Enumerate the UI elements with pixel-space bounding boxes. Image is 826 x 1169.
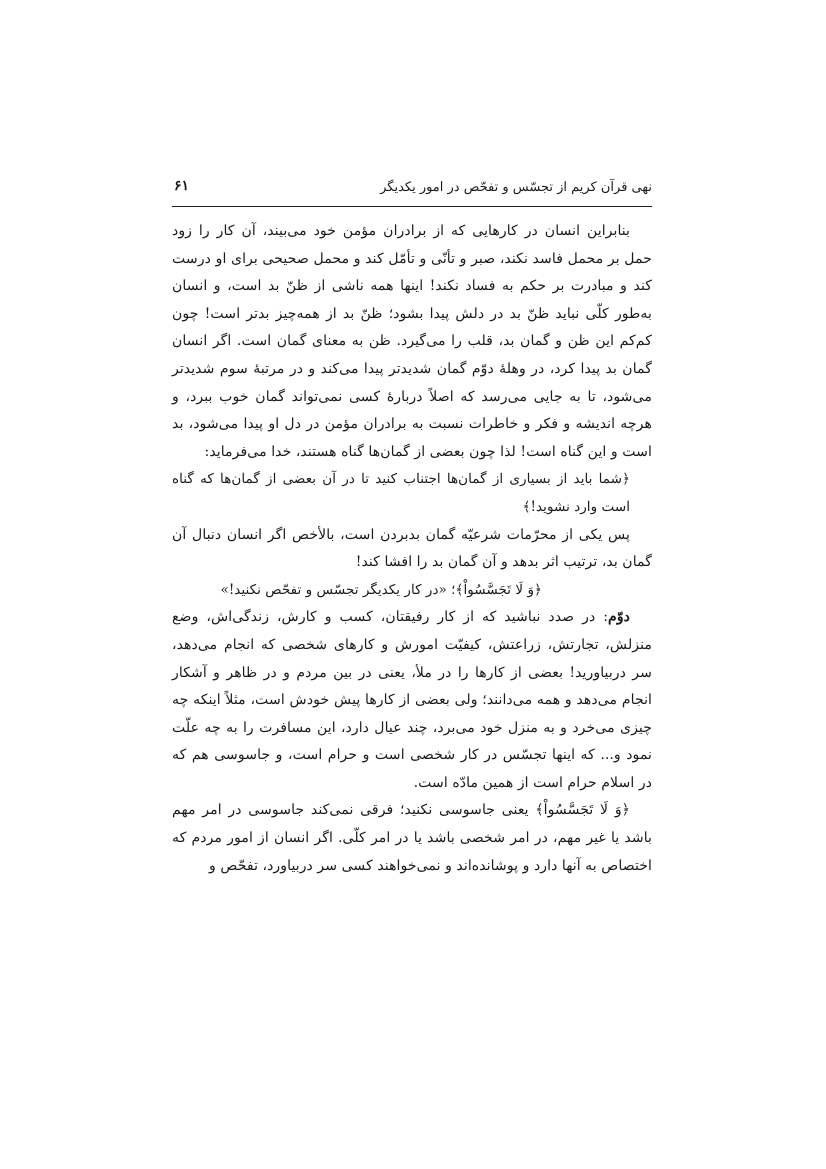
verse-line: ﴿وَ لَا تَجَسَّسُواْ﴾؛ «در کار یکدیگر تجسّس و تفحّص نکنید!» <box>220 581 542 598</box>
running-header <box>172 178 652 207</box>
body-text <box>172 218 652 880</box>
paragraph-1: بنابراین انسان در کارهایی که از برادران مؤمن خود می‌بیند، آن کار را زود حمل بر محمل فاسد نکند، صبر و تأنّی و تأمّل کند و محمل صحیحی برای او درست کند و مبادرت بر حکم به فساد نکند! اینها همه ناشی از ظنّ بد است، و انسان به‌طور کلّی نباید ظنّ بد در دلش پیدا بشود؛ ظنّ بد از همه‌چیز بدتر است! چون کم‌کم این ظن و گمان بد، قلب را می‌گیرد. ظن به معنای گمان است. اگر انسان گمان بد پیدا کرد، در وهلهٔ دوّم گمان شدیدتر پیدا می‌کند و در مرتبهٔ سوم شدیدتر می‌شود، تا به جایی می‌رسد که اصلاً دربارهٔ کسی نمی‌تواند گمان خوب ببرد، و هرچه اندیشه و فکر و خاطرات نسبت به برادران مؤمن در دل او پیدا می‌شود، بد است و این گناه است! لذا چون بعضی از گمان‌ها گناه هستند، خدا می‌فرماید: <box>172 223 652 460</box>
header-title: نهی قرآن کریم از تجسّس و تفحّص در امور یکدیگر <box>380 180 652 195</box>
paragraph-3 <box>172 604 652 797</box>
page-number: ۶۱ <box>174 178 190 194</box>
paragraph-4: ﴿وَ لَا تَجَسَّسُواْ﴾ یعنی جاسوسی نکنید؛ فرقی نمی‌کند جاسوسی در امر مهم باشد یا غیر مهم، در امر شخصی باشد یا در امر کلّی. اگر انسان از امور مردم که اختصاص به آنها دارد و پوشانده‌اند و نمی‌خواهند کسی سر دربیاورد، تفحّص و <box>172 802 652 874</box>
quote-block: ﴿شما باید از بسیاری از گمان‌ها اجتناب کنید تا در آن بعضی از گمان‌ها که گناه است وارد نشوید!﴾ <box>172 471 630 515</box>
paragraph-3-lead: دوّم <box>608 609 630 626</box>
paragraph-2: پس یکی از محرّمات شرعیّه گمان بدبردن است، بالأخص اگر انسان دنبال آن گمان بد، ترتیب اثر بدهد و آن گمان بد را افشا کند! <box>172 526 652 571</box>
paragraph-3-text: : در صدد نباشید که از کار رفیقتان، کسب و کارش، زندگی‌اش، وضع منزلش، تجارتش، زراعتش، کیفیّت امورش و کارهای شخصی که انجام می‌دهد، سر دربیاورید! بعضی از کارها را در ملأ، یعنی در بین مردم و در ظاهر و آشکار انجام می‌دهد و همه می‌دانند؛ ولی بعضی از کارها پیش خودش است، مثلاً اینکه چه چیزی می‌خرد و به منزل خود می‌برد، چند عیال دارد، این مسافرت را به چه علّت نمود و... که اینها تجسّس در کار شخصی است و حرام است، و جاسوسی هم که در اسلام حرام است از همین مادّه است. <box>172 609 652 791</box>
